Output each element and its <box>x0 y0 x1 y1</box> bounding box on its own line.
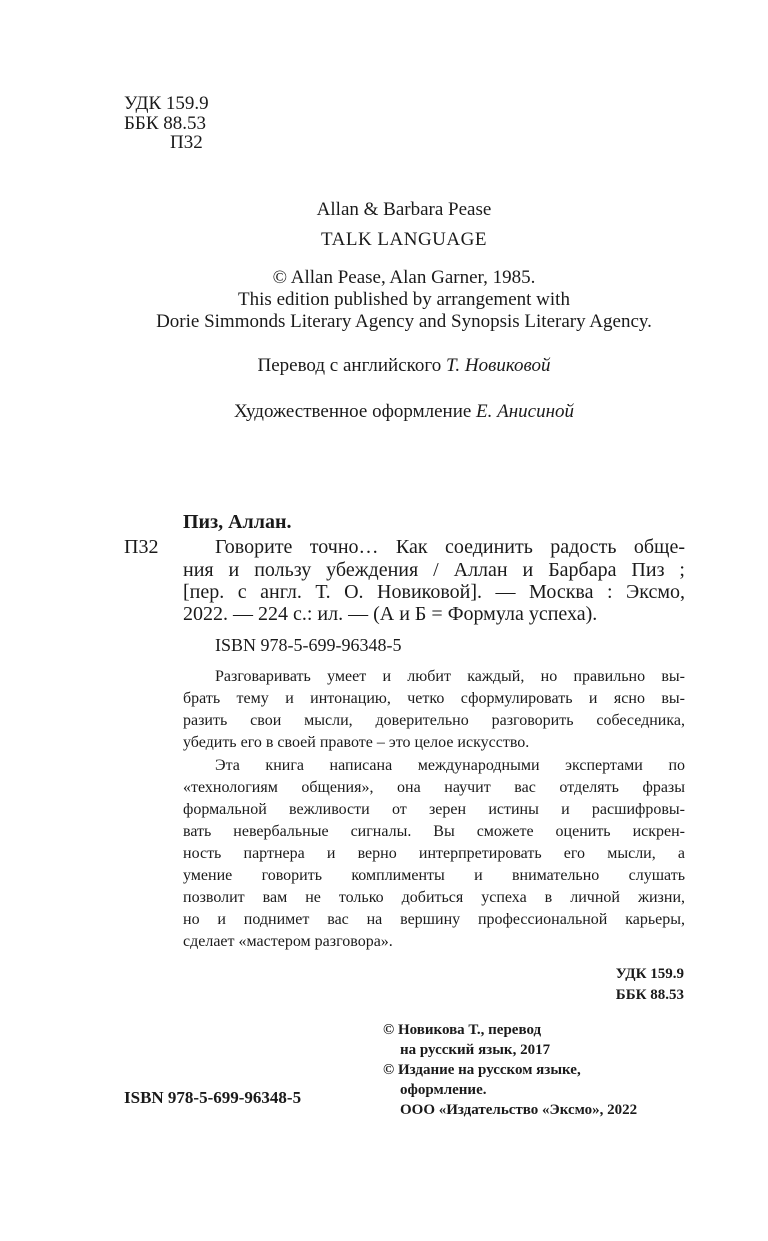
annotation-p1-line-3: разить свои мысли, доверительно разговорить собеседника, <box>183 712 685 729</box>
bbk-code: ББК 88.53 <box>124 113 206 134</box>
annotation-p1-line-1: Разговаривать умеет и любит каждый, но правильно вы- <box>215 668 685 685</box>
original-title: TALK LANGUAGE <box>321 229 487 250</box>
catalog-isbn: ISBN 978-5-699-96348-5 <box>215 635 402 655</box>
annotation-p1-line-2: брать тему и интонацию, четко сформулировать и ясно вы- <box>183 690 685 707</box>
translation-credit <box>20 355 768 377</box>
design-credit <box>20 401 768 423</box>
footer-copyright-3: © Издание на русском языке, <box>383 1062 581 1078</box>
footer-copyright-1: © Новикова Т., перевод <box>383 1022 542 1038</box>
footer-copyright-2: на русский язык, 2017 <box>400 1042 551 1058</box>
catalog-line-3: [пер. с англ. Т. О. Новиковой]. — Москва : Эксмо, <box>183 581 685 603</box>
copyright-line-2: This edition published by arrangement with <box>238 289 570 310</box>
udk-code: УДК 159.9 <box>124 93 209 114</box>
annotation-udk: УДК 159.9 <box>615 966 684 982</box>
annotation-p2-line-5: ность партнера и верно интерпретировать его мысли, а <box>183 845 685 862</box>
annotation-p2-line-3: формальной вежливости от зерен истины и расшифровы- <box>183 801 685 818</box>
footer-isbn: ISBN 978-5-699-96348-5 <box>124 1088 302 1107</box>
catalog-line-2: ния и пользу убеждения / Аллан и Барбара Пиз ; <box>183 559 685 581</box>
annotation-p2-line-9: сделает «мастером разговора». <box>183 933 393 950</box>
annotation-p2-line-6: умение говорить комплименты и внимательно слушать <box>183 867 685 884</box>
translator-name: Т. Новиковой <box>446 355 551 376</box>
catalog-line-1: Говорите точно… Как соединить радость обще- <box>215 536 685 558</box>
copyright-line-1: © Allan Pease, Alan Garner, 1985. <box>272 267 536 288</box>
catalog-sign: П32 <box>124 536 159 558</box>
annotation-p1-line-4: убедить его в своей правоте – это целое искусство. <box>183 734 530 751</box>
annotation-p2-line-4: вать невербальные сигналы. Вы сможете оценить искрен- <box>183 823 685 840</box>
author-sign: П32 <box>170 132 203 153</box>
catalog-author: Пиз, Аллан. <box>183 511 292 533</box>
translation-label: Перевод с английского <box>257 355 442 376</box>
annotation-bbk: ББК 88.53 <box>615 987 684 1003</box>
footer-copyright-5: ООО «Издательство «Эксмо», 2022 <box>400 1102 638 1118</box>
design-label: Художественное оформление <box>233 401 472 422</box>
original-authors: Allan & Barbara Pease <box>316 199 492 220</box>
annotation-p2-line-7: позволит вам не только добиться успеха в личной жизни, <box>183 889 685 906</box>
designer-name: Е. Анисиной <box>476 401 575 422</box>
catalog-line-4: 2022. — 224 с.: ил. — (А и Б = Формула успеха). <box>183 603 598 625</box>
annotation-p2-line-1: Эта книга написана международными экспертами по <box>215 757 685 774</box>
footer-copyright-4: оформление. <box>400 1082 487 1098</box>
annotation-p2-line-2: «технологиям общения», она научит вас отделять фразы <box>183 779 685 796</box>
copyright-line-3: Dorie Simmonds Literary Agency and Synopsis Literary Agency. <box>156 311 652 332</box>
annotation-p2-line-8: но и поднимет вас на вершину профессиональной карьеры, <box>183 911 685 928</box>
